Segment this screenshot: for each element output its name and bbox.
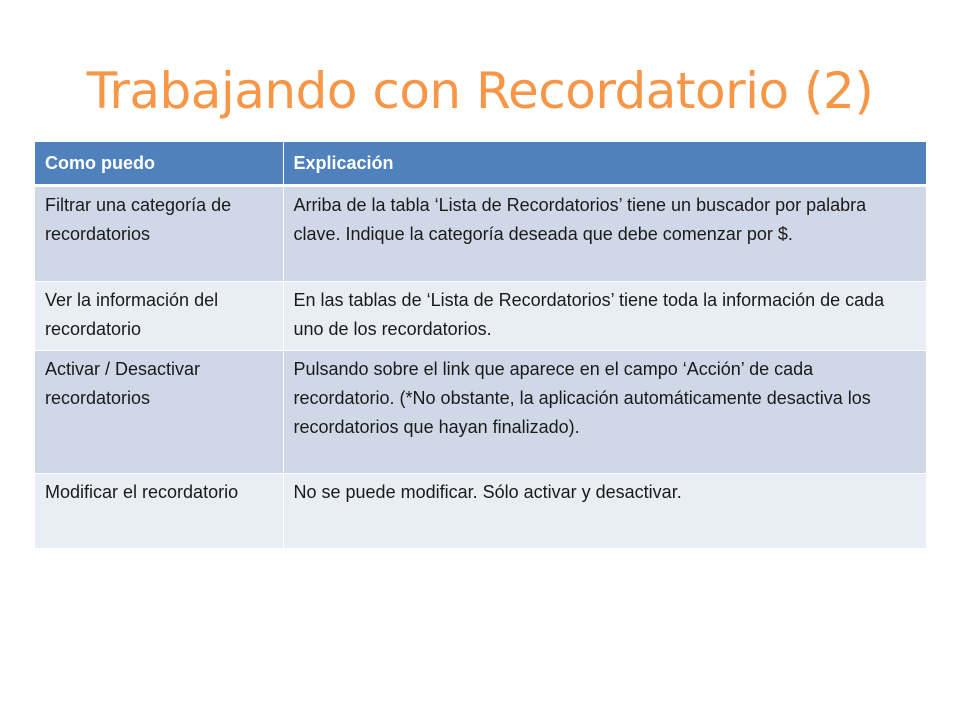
info-table <box>35 142 926 549</box>
table-row <box>35 282 926 351</box>
cell-accion: Activar / Desactivar recordatorios <box>35 351 283 474</box>
cell-accion: Ver la información del recordatorio <box>35 282 283 351</box>
cell-accion: Filtrar una categoría de recordatorios <box>35 186 283 282</box>
table-row <box>35 474 926 549</box>
cell-explicacion: Arriba de la tabla ‘Lista de Recordatorios’ tiene un buscador por palabra clave. Indique la categoría deseada que debe comenzar por $. <box>283 186 926 282</box>
cell-accion: Modificar el recordatorio <box>35 474 283 549</box>
table-row <box>35 351 926 474</box>
table-header-row <box>35 142 926 186</box>
column-header-como-puedo: Como puedo <box>35 142 283 186</box>
cell-explicacion: No se puede modificar. Sólo activar y desactivar. <box>283 474 926 549</box>
slide-title: Trabajando con Recordatorio (2) <box>86 62 874 120</box>
cell-explicacion: Pulsando sobre el link que aparece en el campo ‘Acción’ de cada recordatorio. (*No obstante, la aplicación automáticamente desactiva los recordatorios que hayan finalizado). <box>283 351 926 474</box>
column-header-explicacion: Explicación <box>283 142 926 186</box>
table-row <box>35 186 926 282</box>
cell-explicacion: En las tablas de ‘Lista de Recordatorios’ tiene toda la información de cada uno de los recordatorios. <box>283 282 926 351</box>
